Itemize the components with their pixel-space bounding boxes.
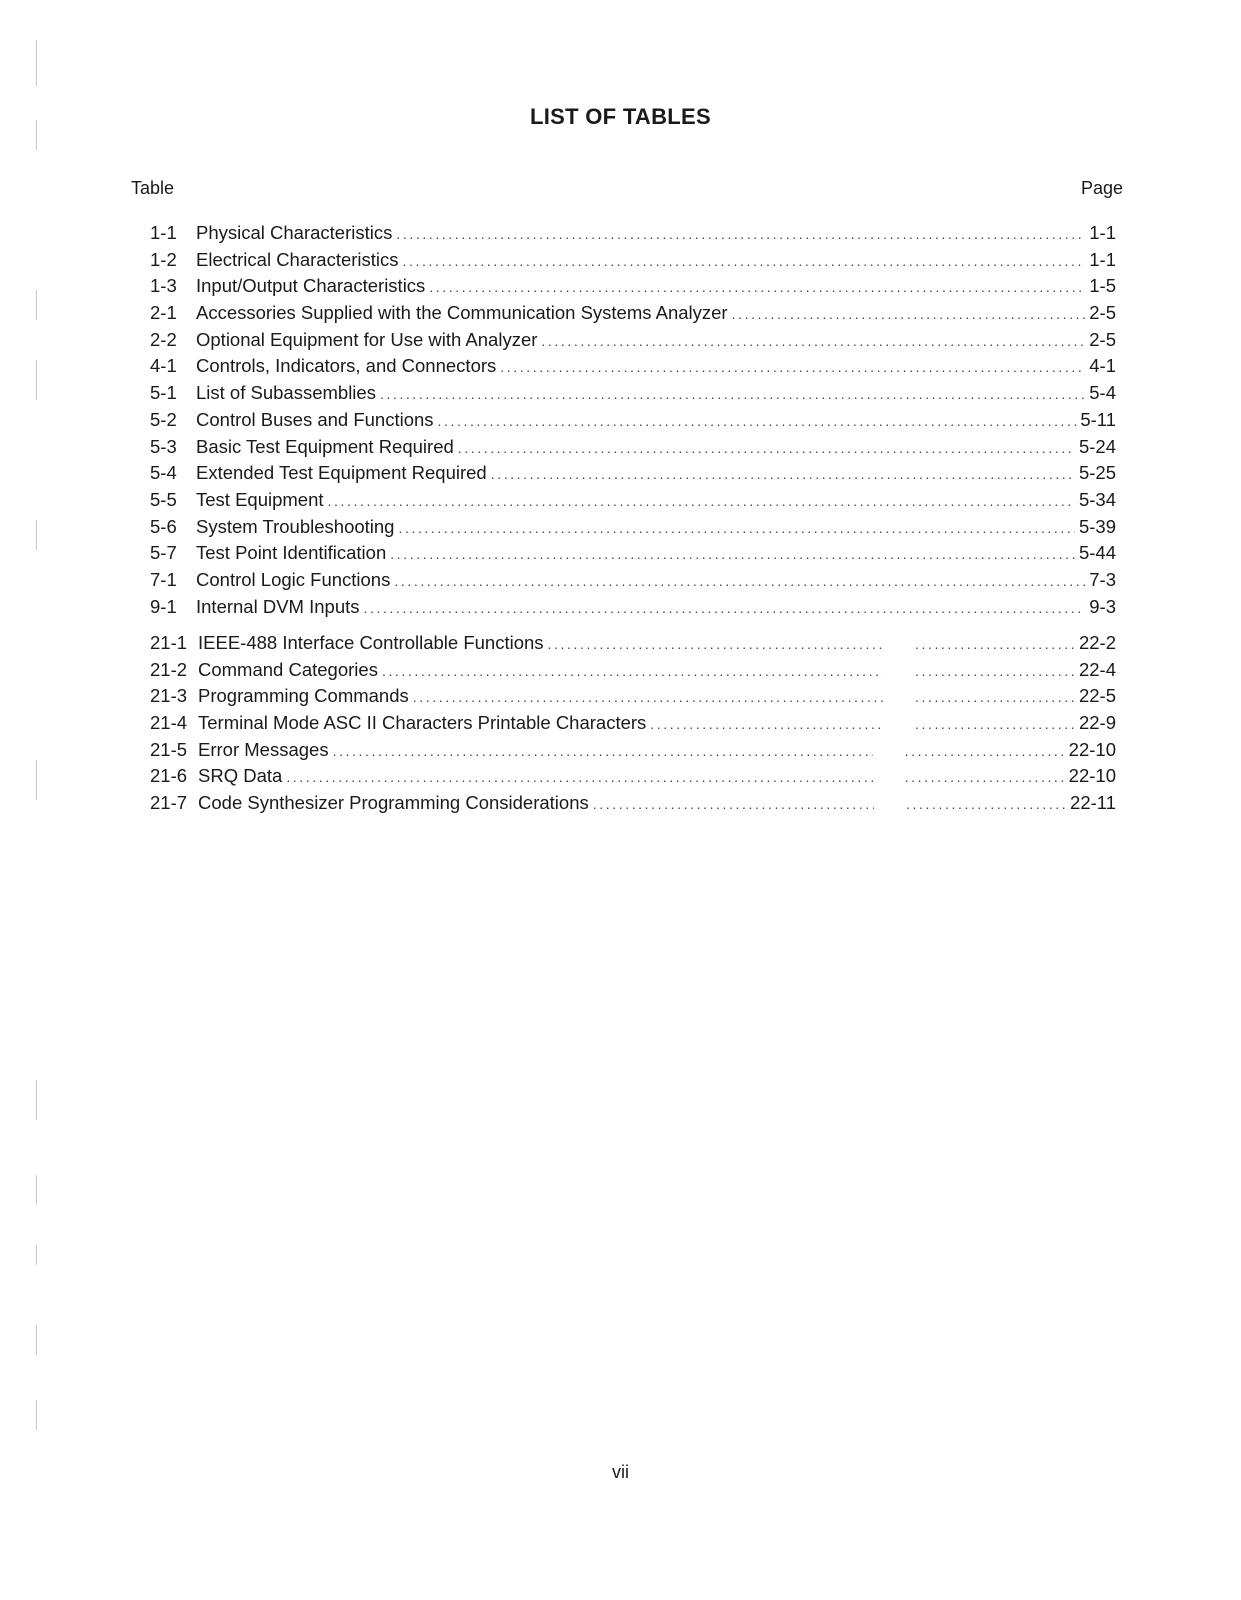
table-title: IEEE-488 Interface Controllable Functions: [198, 632, 544, 653]
table-number: 5-2: [150, 408, 177, 430]
dot-leader: [915, 663, 1075, 679]
page-number: 1-1: [1089, 248, 1116, 270]
table-number: 21-2: [150, 658, 188, 680]
table-title: Test Equipment: [196, 488, 324, 510]
dot-leader: [380, 386, 1085, 402]
dot-leader: [413, 689, 883, 705]
dot-leader: [382, 663, 883, 679]
list-item: [150, 596, 1116, 623]
table-title: Internal DVM Inputs: [196, 595, 360, 617]
binding-margin-mark: [36, 120, 37, 150]
page-number: 5-4: [1089, 382, 1116, 404]
table-number: 2-1: [150, 302, 177, 324]
table-number: 9-1: [150, 595, 177, 617]
page-number: 5-44: [1078, 542, 1116, 564]
table-number: 7-1: [150, 568, 177, 590]
page-number: 22-9: [1078, 712, 1116, 734]
table-title: Programming Commands: [198, 685, 409, 707]
dot-leader: [915, 689, 1075, 705]
list-item: [150, 516, 1116, 543]
dot-leader: [429, 279, 1085, 295]
table-number: 5-1: [150, 382, 177, 404]
binding-margin-mark: [36, 360, 37, 400]
dot-leader: [541, 333, 1085, 349]
table-title: Extended Test Equipment Required: [196, 462, 487, 484]
list-item: [150, 275, 1116, 302]
page-number: 5-11: [1080, 408, 1116, 430]
list-item: [150, 542, 1116, 569]
binding-margin-mark: [36, 1245, 37, 1265]
list-item: [150, 569, 1116, 596]
table-title: System Troubleshooting: [196, 515, 395, 537]
page-number: 7-3: [1089, 568, 1116, 590]
list-item: [150, 436, 1116, 463]
page-number: 22-10: [1068, 738, 1116, 760]
table-title: Accessories Supplied with the Communication Systems Analyzer: [196, 302, 728, 324]
page-number: 1-5: [1089, 275, 1116, 297]
dot-leader: [438, 413, 1077, 429]
table-number: 4-1: [150, 355, 177, 377]
binding-margin-mark: [36, 760, 37, 800]
page-number: 4-1: [1089, 355, 1116, 377]
table-number: 5-7: [150, 542, 177, 564]
list-item: [150, 462, 1116, 489]
list-item: [150, 489, 1116, 516]
page-number: 22-10: [1068, 765, 1116, 787]
table-title: Terminal Mode ASC II Characters Printable Characters: [198, 712, 647, 734]
dot-leader: [905, 769, 1065, 785]
table-number: 5-4: [150, 462, 177, 484]
table-title: SRQ Data: [198, 765, 283, 787]
page-title: LIST OF TABLES: [529, 104, 711, 129]
binding-margin-mark: [36, 1400, 37, 1430]
table-column-header: Table: [131, 178, 175, 198]
table-number: 21-3: [150, 685, 188, 707]
dot-leader: [915, 716, 1075, 732]
list-item: [150, 765, 1116, 792]
table-number: 1-1: [150, 222, 177, 243]
list-item: [150, 792, 1116, 819]
dot-leader: [390, 546, 1075, 562]
table-number: 21-5: [150, 738, 188, 760]
binding-margin-mark: [36, 40, 37, 86]
list-item: [150, 685, 1116, 712]
page-number: 5-25: [1078, 462, 1116, 484]
dot-leader: [394, 573, 1085, 589]
list-item: [150, 409, 1116, 436]
table-number: 2-2: [150, 328, 177, 350]
list-item: [150, 222, 1116, 249]
page-number: 5-34: [1078, 488, 1116, 510]
table-number: 1-2: [150, 248, 177, 270]
table-title: Control Buses and Functions: [196, 408, 434, 430]
table-number: 5-5: [150, 488, 177, 510]
list-item: [150, 249, 1116, 276]
table-title: Controls, Indicators, and Connectors: [196, 355, 497, 377]
list-item: [150, 739, 1116, 766]
table-title: Error Messages: [198, 738, 329, 760]
page-number: 5-39: [1078, 515, 1116, 537]
page-folio: vii: [612, 1462, 629, 1482]
table-title: Input/Output Characteristics: [196, 275, 426, 297]
dot-leader: [915, 636, 1075, 652]
list-item: [150, 302, 1116, 329]
dot-leader: [328, 493, 1075, 509]
binding-margin-mark: [36, 1080, 37, 1120]
dot-leader: [403, 253, 1086, 269]
table-number: 21-4: [150, 712, 188, 734]
dot-leader: [458, 440, 1075, 456]
dot-leader: [333, 743, 873, 759]
page-column-header: Page: [1080, 178, 1123, 198]
dot-leader: [286, 769, 872, 785]
table-title: List of Subassemblies: [196, 382, 376, 404]
binding-margin-mark: [36, 1175, 37, 1205]
page-number: 1-1: [1089, 222, 1116, 243]
list-item: [150, 632, 1116, 659]
table-number: 1-3: [150, 275, 177, 297]
dot-leader: [906, 796, 1066, 812]
dot-leader: [398, 520, 1075, 536]
table-title: Electrical Characteristics: [196, 248, 399, 270]
binding-margin-mark: [36, 1325, 37, 1355]
dot-leader: [593, 796, 874, 812]
page-number: 22-11: [1070, 792, 1116, 814]
page-number: 2-5: [1089, 328, 1116, 350]
table-number: 21-7: [150, 792, 188, 814]
page-number: 22-2: [1078, 632, 1116, 653]
list-item: [150, 712, 1116, 739]
dot-leader: [396, 226, 1085, 242]
table-number: 5-3: [150, 435, 177, 457]
dot-leader: [732, 306, 1086, 322]
dot-leader: [548, 636, 883, 652]
list-item: [150, 329, 1116, 356]
table-number: 21-6: [150, 765, 188, 787]
page-number: 22-5: [1078, 685, 1116, 707]
table-number: 21-1: [150, 632, 188, 653]
page-number: 5-24: [1078, 435, 1116, 457]
table-title: Physical Characteristics: [196, 222, 393, 243]
dot-leader: [500, 359, 1085, 375]
table-title: Command Categories: [198, 658, 378, 680]
table-title: Code Synthesizer Programming Considerations: [198, 792, 589, 814]
page-number: 9-3: [1089, 595, 1116, 617]
binding-margin-mark: [36, 520, 37, 550]
dot-leader: [650, 716, 883, 732]
table-title: Control Logic Functions: [196, 568, 391, 590]
page-number: 22-4: [1078, 658, 1116, 680]
table-title: Optional Equipment for Use with Analyzer: [196, 328, 538, 350]
table-title: Test Point Identification: [196, 542, 387, 564]
table-title: Basic Test Equipment Required: [196, 435, 454, 457]
list-item: [150, 659, 1116, 686]
table-list-group-1: [150, 222, 1116, 622]
table-list-group-2: [150, 632, 1116, 819]
list-item: [150, 382, 1116, 409]
dot-leader: [905, 743, 1065, 759]
dot-leader: [491, 466, 1075, 482]
page-number: 2-5: [1089, 302, 1116, 324]
table-number: 5-6: [150, 515, 177, 537]
dot-leader: [364, 600, 1086, 616]
list-item: [150, 355, 1116, 382]
binding-margin-mark: [36, 290, 37, 320]
